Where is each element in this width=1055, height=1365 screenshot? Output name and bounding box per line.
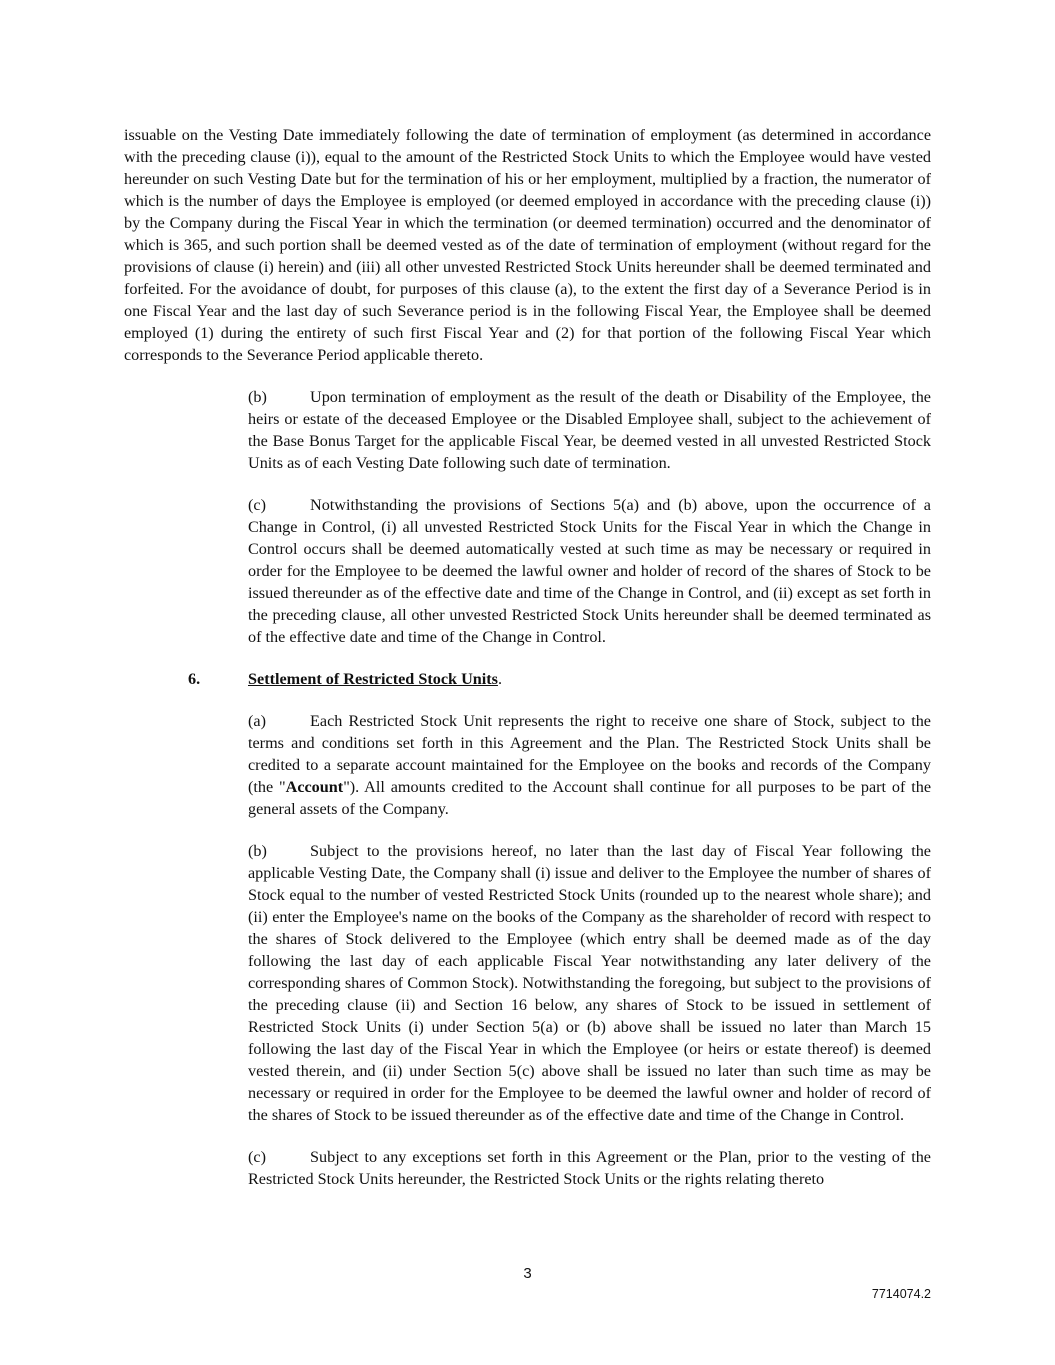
section-6a-defined-term: Account xyxy=(285,778,344,796)
section-6a-label: (a) xyxy=(248,712,266,730)
section-6b-paragraph xyxy=(124,840,931,1126)
document-body xyxy=(124,124,931,1190)
section-6a-paragraph xyxy=(124,710,931,820)
section-6b-label: (b) xyxy=(248,842,267,860)
section-6a-text-before: Each Restricted Stock Unit represents the right to receive one share of Stock, subject to the terms and conditions set forth in this Agreement and the Plan. The Restricted Stock Units shall be credited to a separate account maintained for the Employee on the books and records of the Company (the " xyxy=(248,712,931,796)
document-id: 7714074.2 xyxy=(871,1287,931,1301)
section-6-heading xyxy=(124,668,931,690)
section-5c-text: Notwithstanding the provisions of Sections 5(a) and (b) above, upon the occurrence of a Change in Control, (i) all unvested Restricted Stock Units for the Fiscal Year in which the Change in Control occurs shall be deemed automatically vested at such time as may be necessary or required in order for the Employee to be deemed the lawful owner and holder of record of the shares of Stock to be issued thereunder as of the effective date and time of the Change in Control, and (ii) except as set forth in the preceding clause, all other unvested Restricted Stock Units hereunder shall be deemed terminated as of the effective date and time of the Change in Control. xyxy=(248,496,931,646)
section-5c-paragraph xyxy=(124,494,931,648)
section-6c-text: Subject to any exceptions set forth in this Agreement or the Plan, prior to the vesting of the Restricted Stock Units hereunder, the Restricted Stock Units or the rights relating thereto xyxy=(248,1148,931,1188)
intro-paragraph: issuable on the Vesting Date immediately following the date of termination of employment (as determined in accordance with the preceding clause (i)), equal to the amount of the Restricted Stock Units to which the Employee would have vested hereunder on such Vesting Date but for the termination of his or her employment, multiplied by a fraction, the numerator of which is the number of days the Employee is employed (or deemed employed in accordance with the preceding clause (i)) by the Company during the Fiscal Year in which the termination (or deemed termination) occurred and the denominator of which is 365, and such portion shall be deemed vested as of the date of termination of employment (without regard for the provisions of clause (i) herein) and (iii) all other unvested Restricted Stock Units hereunder shall be deemed terminated and forfeited. For the avoidance of doubt, for purposes of this clause (a), to the extent the first day of a Severance Period is in one Fiscal Year and the last day of such Severance period is in the following Fiscal Year, the Employee shall be deemed employed (1) during the entirety of such first Fiscal Year and (2) for that portion of the following Fiscal Year which corresponds to the Severance Period applicable thereto. xyxy=(124,126,931,364)
section-6c-label: (c) xyxy=(248,1148,266,1166)
section-6c-paragraph xyxy=(124,1146,931,1190)
section-5b-label: (b) xyxy=(248,388,267,406)
section-6-title-period: . xyxy=(497,670,502,688)
section-6a-text-after: "). All amounts credited to the Account shall continue for all purposes to be part of the general assets of the Company. xyxy=(248,778,931,818)
section-6-number: 6. xyxy=(188,670,201,688)
section-5c-label: (c) xyxy=(248,496,266,514)
page-number: 3 xyxy=(523,1265,532,1282)
section-6-title: Settlement of Restricted Stock Units xyxy=(248,670,498,688)
section-5b-paragraph xyxy=(124,386,931,474)
section-6b-text: Subject to the provisions hereof, no later than the last day of Fiscal Year following the applicable Vesting Date, the Company shall (i) issue and deliver to the Employee the number of shares of Stock equal to the number of vested Restricted Stock Units (rounded up to the nearest whole share); and (ii) enter the Employee's name on the books of the Company as the shareholder of record with respect to the shares of Stock delivered to the Employee (which entry shall be deemed made as of the day following the last day of each applicable Fiscal Year notwithstanding any later delivery of the corresponding shares of Common Stock). Notwithstanding the foregoing, but subject to the provisions of the preceding clause (ii) and Section 16 below, any shares of Stock to be issued in settlement of Restricted Stock Units (i) under Section 5(a) or (b) above shall be issued no later than March 15 following the last day of the Fiscal Year in which the Employee (or heirs or estate thereof) is deemed vested therein, and (ii) under Section 5(c) above shall be issued no later than such time as may be necessary or required in order for the Employee to be deemed the lawful owner and holder of record of the shares of Stock to be issued thereunder as of the effective date and time of the Change in Control. xyxy=(248,842,931,1124)
section-5b-text: Upon termination of employment as the result of the death or Disability of the Employee, the heirs or estate of the deceased Employee or the Disabled Employee shall, subject to the achievement of the Base Bonus Target for the applicable Fiscal Year, be deemed vested in all unvested Restricted Stock Units as of each Vesting Date following such date of termination. xyxy=(248,388,931,472)
